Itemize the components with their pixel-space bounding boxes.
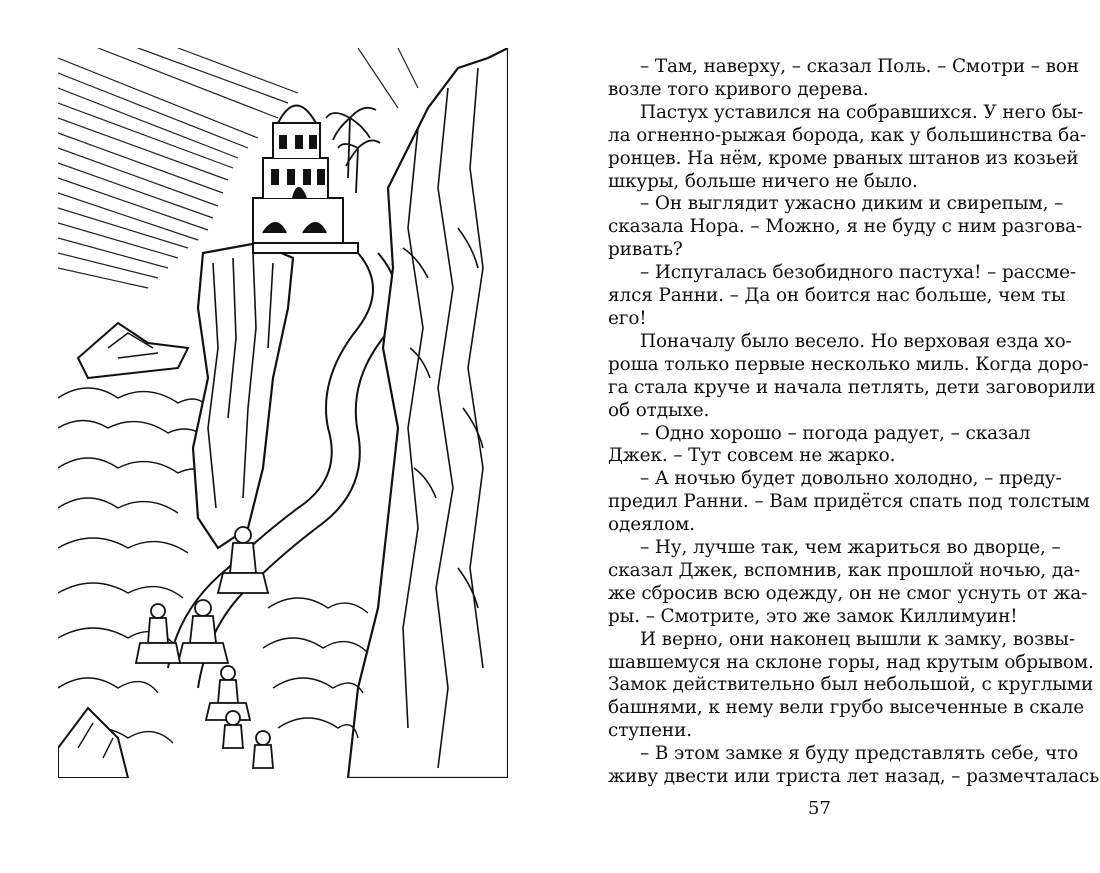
text-line: сказала Нора. – Можно, я не буду с ним разгова-: [608, 216, 1083, 238]
central-cliff: [193, 243, 293, 548]
text-line: Джек. – Тут совсем не жарко.: [608, 445, 896, 467]
paragraph-4-cont: [608, 285, 1066, 308]
text-line: Замок действительно был небольшой, с круглыми: [608, 674, 1094, 696]
paragraph-8-cont: [608, 559, 1088, 606]
text-line: башнями, к нему вели грубо высеченные в скале: [608, 697, 1085, 719]
paragraph-10-cont: [608, 766, 1100, 789]
riders: [136, 527, 273, 768]
paragraph-5-end: [608, 400, 1024, 423]
text-line: – Там, наверху, – сказал Поль. – Смотри – вон: [640, 56, 1079, 77]
forest-left: [58, 388, 213, 743]
paragraph-10: [608, 743, 1079, 766]
paragraph-7-end: [608, 514, 1024, 537]
paragraph-2-cont: [608, 124, 1087, 171]
text-line: шавшемуся на склоне горы, над крутым обрывом.: [608, 651, 1094, 673]
paragraph-9-cont: [608, 651, 1094, 721]
paragraph-8: [608, 537, 1061, 560]
text-line: И верно, они наконец вышли к замку, возвы-: [640, 628, 1075, 650]
text-line: же сбросив всю одежду, он не смог уснуть от жа-: [608, 582, 1088, 604]
text-line: ялся Ранни. – Да он боится нас больше, чем ты: [608, 285, 1066, 307]
castle: [253, 106, 358, 254]
paragraph-9-end: [608, 720, 1024, 743]
paragraph-2-end: [608, 171, 1024, 194]
paragraph-9: [608, 628, 1075, 652]
text-page: [608, 56, 1100, 789]
text-line: сказал Джек, вспомнив, как прошлой ночью, да-: [608, 559, 1081, 581]
text-line: его!: [608, 307, 647, 329]
right-cliffs: [348, 48, 508, 778]
paragraph-3-cont: [608, 216, 1083, 239]
paragraph-5: [608, 330, 1072, 354]
paragraph-4-end: [608, 308, 1024, 331]
paragraph-4: [608, 262, 1077, 285]
text-line: одеялом.: [608, 514, 695, 536]
text-line: Поначалу было весело. Но верховая езда хо-: [640, 330, 1072, 352]
text-line: ступени.: [608, 720, 692, 742]
castle-on-cliff-illustration: [58, 48, 508, 778]
paragraph-3-end: [608, 239, 1024, 262]
text-line: возле того кривого дерева.: [608, 78, 869, 100]
text-line: ронцев. На нём, кроме рваных штанов из козьей: [608, 147, 1079, 169]
palm-trees: [326, 108, 380, 193]
text-line: – В этом замке я буду представлять себе, что: [640, 743, 1079, 765]
text-line: – Одно хорошо – погода радует, – сказал: [640, 422, 1031, 444]
text-line: – Ну, лучше так, чем жариться во дворце, –: [640, 537, 1061, 559]
paragraph-6-end: [608, 445, 1024, 468]
text-line: га стала круче и начала петлять, дети заговорили: [608, 376, 1096, 398]
text-line: – А ночью будет довольно холодно, – преду-: [640, 468, 1062, 490]
text-line: роша только первые несколько миль. Когда доро-: [608, 353, 1089, 375]
paragraph-7: [608, 468, 1062, 491]
paragraph-5-cont: [608, 353, 1096, 400]
text-line: – Испугалась безобидного пастуха! – рассме-: [640, 262, 1077, 284]
text-line: шкуры, больше ничего не было.: [608, 170, 918, 192]
text-line: предил Ранни. – Вам придётся спать под толстым: [608, 491, 1090, 513]
page-number: 57: [808, 798, 831, 819]
paragraph-2: [608, 101, 1084, 125]
text-line: ривать?: [608, 239, 683, 261]
paragraph-3: [608, 193, 1064, 216]
text-line: ла огненно-рыжая борода, как у большинства ба-: [608, 124, 1087, 146]
text-line: Пастух уставился на собравшихся. У него бы-: [640, 101, 1084, 123]
paragraph-1-cont: [608, 79, 1024, 102]
paragraph-1: [608, 56, 1079, 79]
text-line: об отдыхе.: [608, 399, 710, 421]
paragraph-7-cont: [608, 491, 1090, 514]
bushes: [263, 598, 368, 738]
text-line: – Он выглядит ужасно диким и свирепым, –: [640, 193, 1064, 215]
distant-mountain: [78, 323, 188, 378]
text-line: живу двести или триста лет назад, – размечталась: [608, 766, 1100, 788]
paragraph-6: [608, 422, 1031, 446]
illustration-drawing: [58, 48, 508, 778]
paragraph-8-end: [608, 606, 1024, 629]
text-line: ры. – Смотрите, это же замок Киллимуин!: [608, 605, 1018, 627]
